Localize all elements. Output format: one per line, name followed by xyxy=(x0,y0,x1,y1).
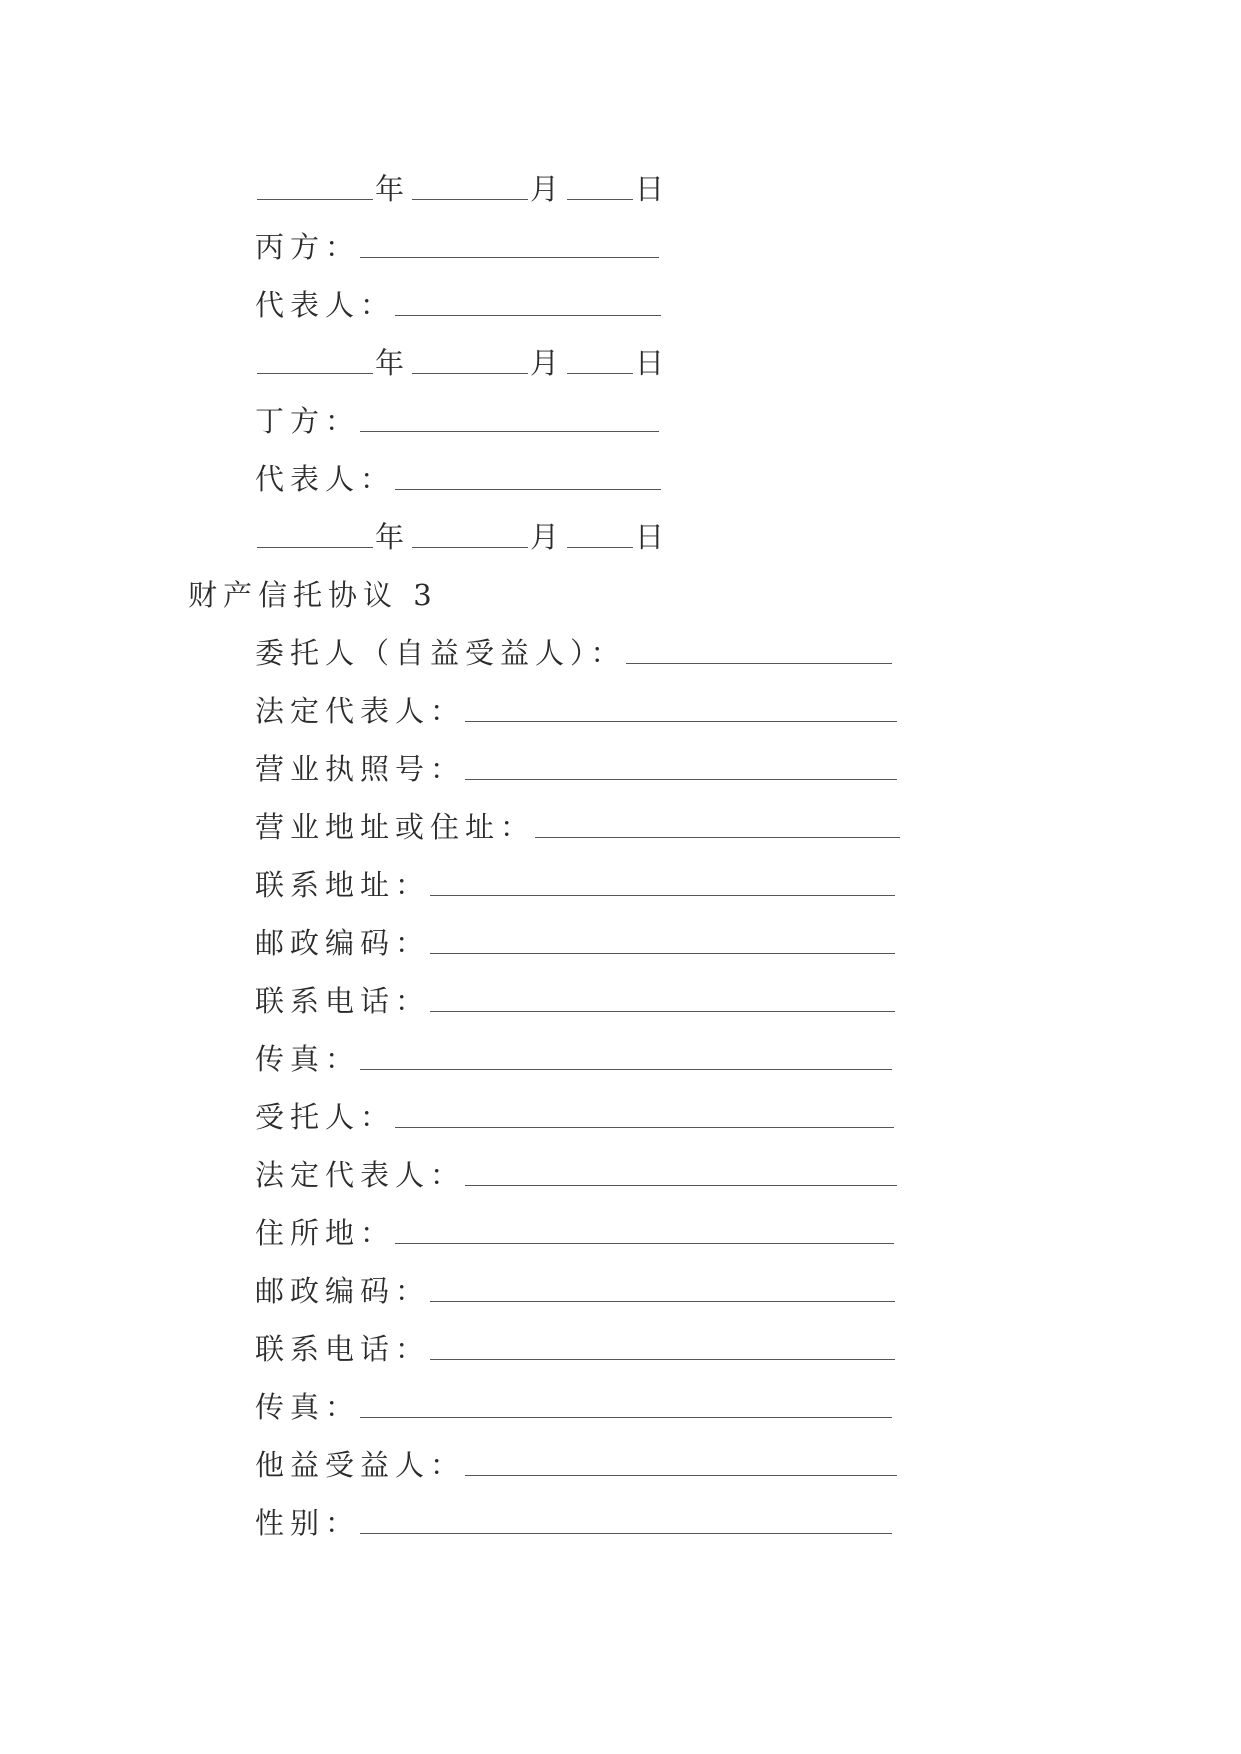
domicile-label: 住所地： xyxy=(255,1216,396,1250)
domicile-blank[interactable] xyxy=(395,1242,894,1244)
phone-line xyxy=(255,972,895,1016)
gender-label: 性别： xyxy=(255,1506,361,1540)
party-d-representative-blank[interactable] xyxy=(395,488,661,490)
legal-representative-label: 法定代表人： xyxy=(255,694,466,728)
settlor-line xyxy=(255,624,892,668)
date-line xyxy=(255,160,670,204)
legal-representative-blank[interactable] xyxy=(465,720,897,722)
other-beneficiary-blank[interactable] xyxy=(465,1474,897,1476)
fax-line xyxy=(255,1030,892,1074)
trustee-postal-code-label: 邮政编码： xyxy=(255,1274,431,1308)
postal-code-line xyxy=(255,914,895,958)
month-blank[interactable] xyxy=(412,546,528,548)
postal-code-blank[interactable] xyxy=(430,952,895,954)
day-label: 日 xyxy=(635,346,671,380)
trustee-postal-code-blank[interactable] xyxy=(430,1300,895,1302)
business-address-blank[interactable] xyxy=(535,836,900,838)
other-beneficiary-line xyxy=(255,1436,897,1480)
month-blank[interactable] xyxy=(412,198,528,200)
party-d-line xyxy=(255,392,659,436)
trustee-postal-code-line xyxy=(255,1262,895,1306)
month-label: 月 xyxy=(530,172,566,206)
business-address-line xyxy=(255,798,900,842)
year-label: 年 xyxy=(375,172,411,206)
party-c-representative-label: 代表人： xyxy=(255,288,396,322)
fax-blank[interactable] xyxy=(360,1068,892,1070)
trustee-legal-representative-label: 法定代表人： xyxy=(255,1158,466,1192)
gender-line xyxy=(255,1494,892,1538)
settlor-blank[interactable] xyxy=(626,662,892,664)
party-c-line xyxy=(255,218,659,262)
day-blank[interactable] xyxy=(567,546,633,548)
party-d-representative-line xyxy=(255,450,661,494)
month-label: 月 xyxy=(530,520,566,554)
fax-label: 传真： xyxy=(255,1042,361,1076)
date-line xyxy=(255,334,670,378)
trustee-phone-line xyxy=(255,1320,895,1364)
trustee-fax-line xyxy=(255,1378,892,1422)
trustee-legal-representative-line xyxy=(255,1146,897,1190)
day-blank[interactable] xyxy=(567,198,633,200)
year-blank[interactable] xyxy=(257,546,373,548)
business-license-line xyxy=(255,740,897,784)
contact-address-label: 联系地址： xyxy=(255,868,431,902)
party-c-representative-line xyxy=(255,276,661,320)
section-title xyxy=(188,566,438,610)
party-c-representative-blank[interactable] xyxy=(395,314,661,316)
year-blank[interactable] xyxy=(257,198,373,200)
other-beneficiary-label: 他益受益人： xyxy=(255,1448,466,1482)
month-blank[interactable] xyxy=(412,372,528,374)
domicile-line xyxy=(255,1204,894,1248)
trustee-legal-representative-blank[interactable] xyxy=(465,1184,897,1186)
year-blank[interactable] xyxy=(257,372,373,374)
year-label: 年 xyxy=(375,346,411,380)
trustee-blank[interactable] xyxy=(395,1126,894,1128)
party-c-blank[interactable] xyxy=(360,256,659,258)
phone-label: 联系电话： xyxy=(255,984,431,1018)
party-d-representative-label: 代表人： xyxy=(255,462,396,496)
business-license-blank[interactable] xyxy=(465,778,897,780)
gender-blank[interactable] xyxy=(360,1532,892,1534)
date-line xyxy=(255,508,670,552)
trustee-fax-label: 传真： xyxy=(255,1390,361,1424)
trustee-line xyxy=(255,1088,894,1132)
year-label: 年 xyxy=(375,520,411,554)
day-label: 日 xyxy=(635,172,671,206)
trustee-fax-blank[interactable] xyxy=(360,1416,892,1418)
legal-representative-line xyxy=(255,682,897,726)
day-label: 日 xyxy=(635,520,671,554)
month-label: 月 xyxy=(530,346,566,380)
business-address-label: 营业地址或住址： xyxy=(255,810,536,844)
business-license-label: 营业执照号： xyxy=(255,752,466,786)
trustee-label: 受托人： xyxy=(255,1100,396,1134)
party-d-label: 丁方： xyxy=(255,404,361,438)
day-blank[interactable] xyxy=(567,372,633,374)
section-title-text: 财产信托协议 3 xyxy=(188,578,438,612)
postal-code-label: 邮政编码： xyxy=(255,926,431,960)
settlor-label: 委托人（自益受益人）： xyxy=(255,636,626,670)
party-c-label: 丙方： xyxy=(255,230,361,264)
contact-address-blank[interactable] xyxy=(430,894,895,896)
phone-blank[interactable] xyxy=(430,1010,895,1012)
trustee-phone-blank[interactable] xyxy=(430,1358,895,1360)
contact-address-line xyxy=(255,856,895,900)
trustee-phone-label: 联系电话： xyxy=(255,1332,431,1366)
party-d-blank[interactable] xyxy=(360,430,659,432)
